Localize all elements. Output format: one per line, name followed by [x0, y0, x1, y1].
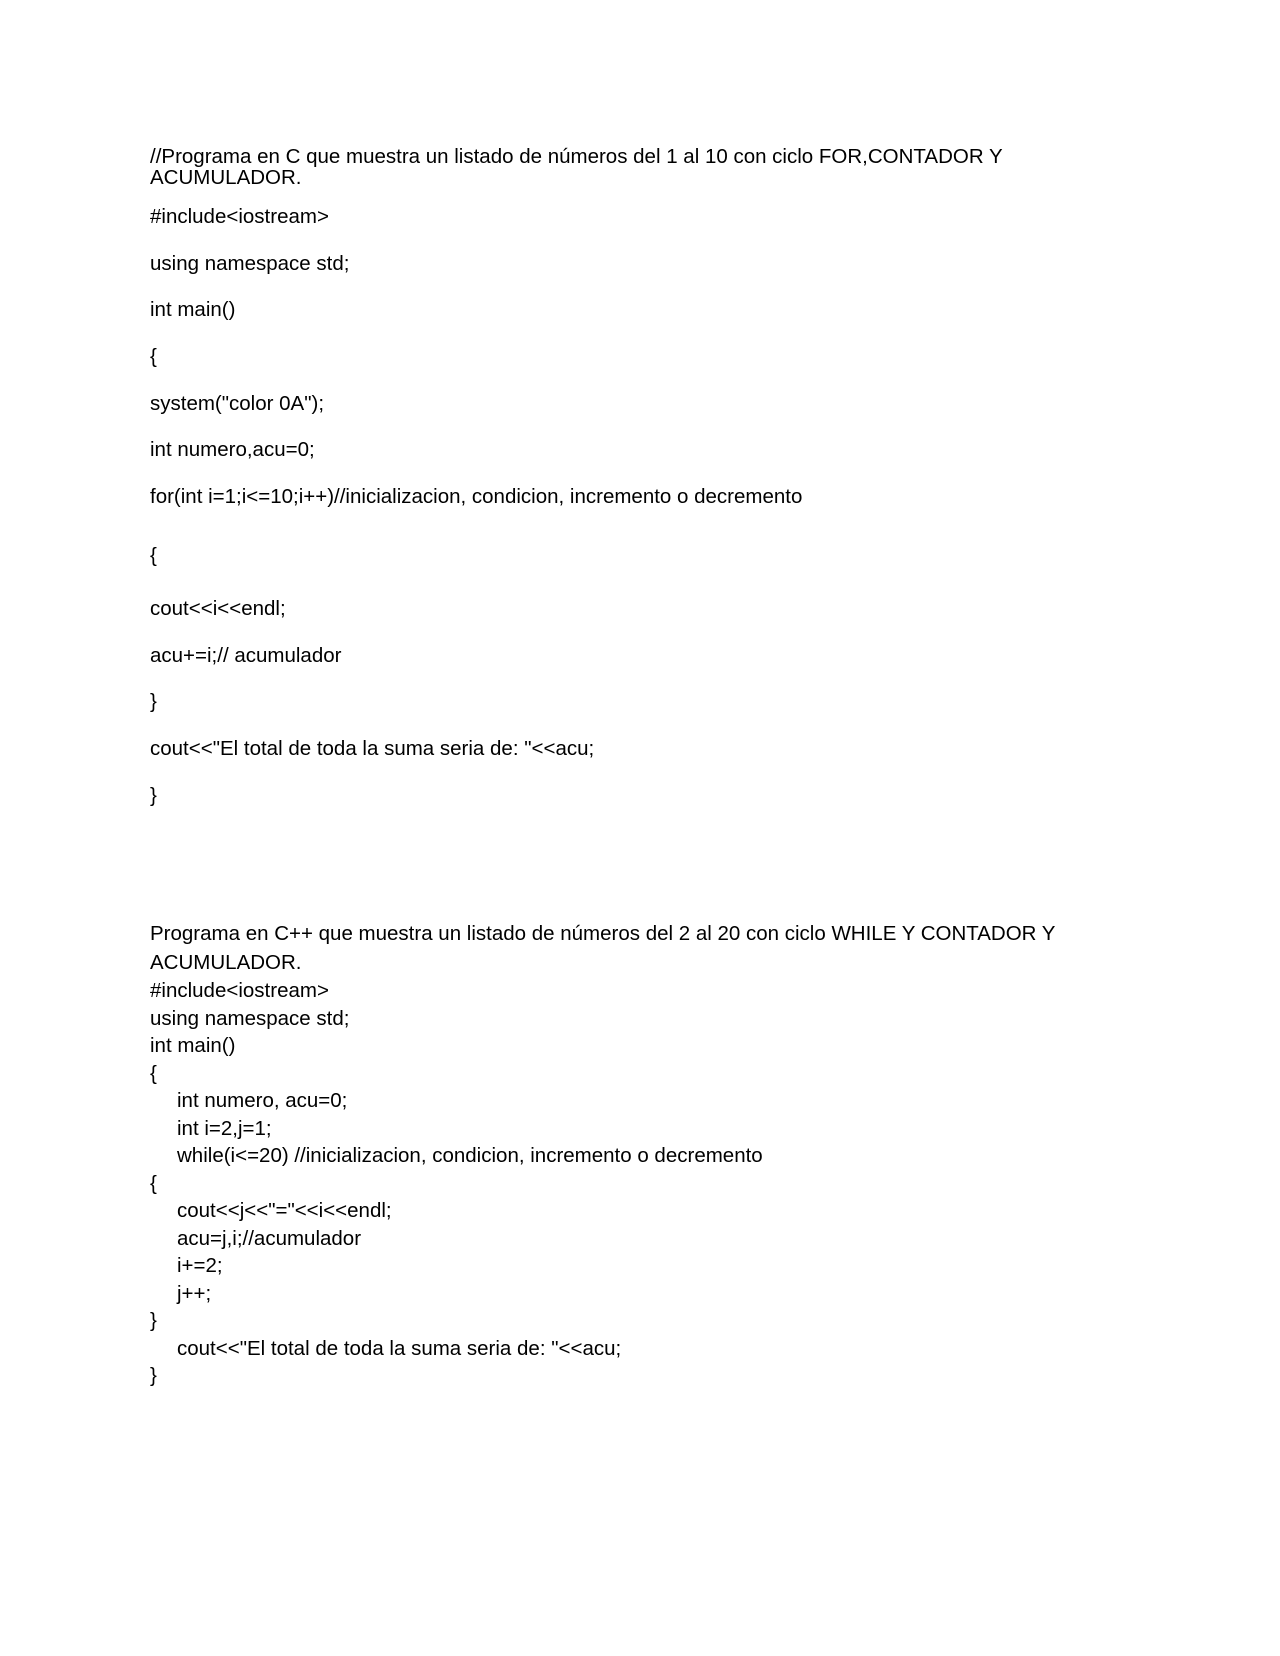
code-line: using namespace std;	[150, 252, 350, 275]
code-line: using namespace std;	[150, 1006, 350, 1030]
code-line: int numero, acu=0;	[177, 1089, 348, 1112]
for-loop-program-section	[150, 145, 1110, 807]
code-line: for(int i=1;i<=10;i++)//inicializacion, condicion, incremento o decremento	[150, 485, 803, 508]
code-line: }	[150, 1364, 157, 1387]
code-line: int numero,acu=0;	[150, 438, 315, 461]
code-line: j++;	[177, 1281, 212, 1305]
code-line: i+=2;	[177, 1254, 223, 1277]
code-line: }	[150, 1309, 157, 1332]
code-line: cout<<"El total de toda la suma seria de: "<<acu;	[177, 1336, 622, 1360]
code-line: {	[150, 1171, 157, 1195]
code-block	[150, 977, 1110, 1390]
code-line: acu=j,i;//acumulador	[177, 1226, 362, 1250]
code-line: cout<<i<<endl;	[150, 597, 286, 620]
code-line: {	[150, 544, 157, 567]
code-line: cout<<j<<"="<<i<<endl;	[177, 1199, 392, 1222]
code-line: }	[150, 784, 157, 807]
code-line: cout<<"El total de toda la suma seria de: "<<acu;	[150, 737, 595, 760]
code-line: }	[150, 690, 157, 713]
code-line: int main()	[150, 1034, 236, 1057]
code-line: {	[150, 1061, 157, 1085]
code-line: int main()	[150, 298, 236, 321]
code-line: int i=2,j=1;	[177, 1116, 272, 1140]
code-line: acu+=i;// acumulador	[150, 644, 342, 667]
code-line: while(i<=20) //inicializacion, condicion, incremento o decremento	[177, 1144, 763, 1167]
code-line: #include<iostream>	[150, 979, 329, 1002]
while-loop-program-section	[150, 919, 1110, 1390]
code-line: {	[150, 345, 157, 368]
code-line: system("color 0A");	[150, 392, 325, 415]
section-heading: //Programa en C que muestra un listado de números del 1 al 10 con ciclo FOR,CONTADOR Y ACUMULADOR.	[150, 145, 1003, 189]
section-heading: Programa en C++ que muestra un listado de números del 2 al 20 con ciclo WHILE Y CONTADOR Y ACUMULADOR.	[150, 922, 1056, 974]
code-line: #include<iostream>	[150, 205, 329, 228]
